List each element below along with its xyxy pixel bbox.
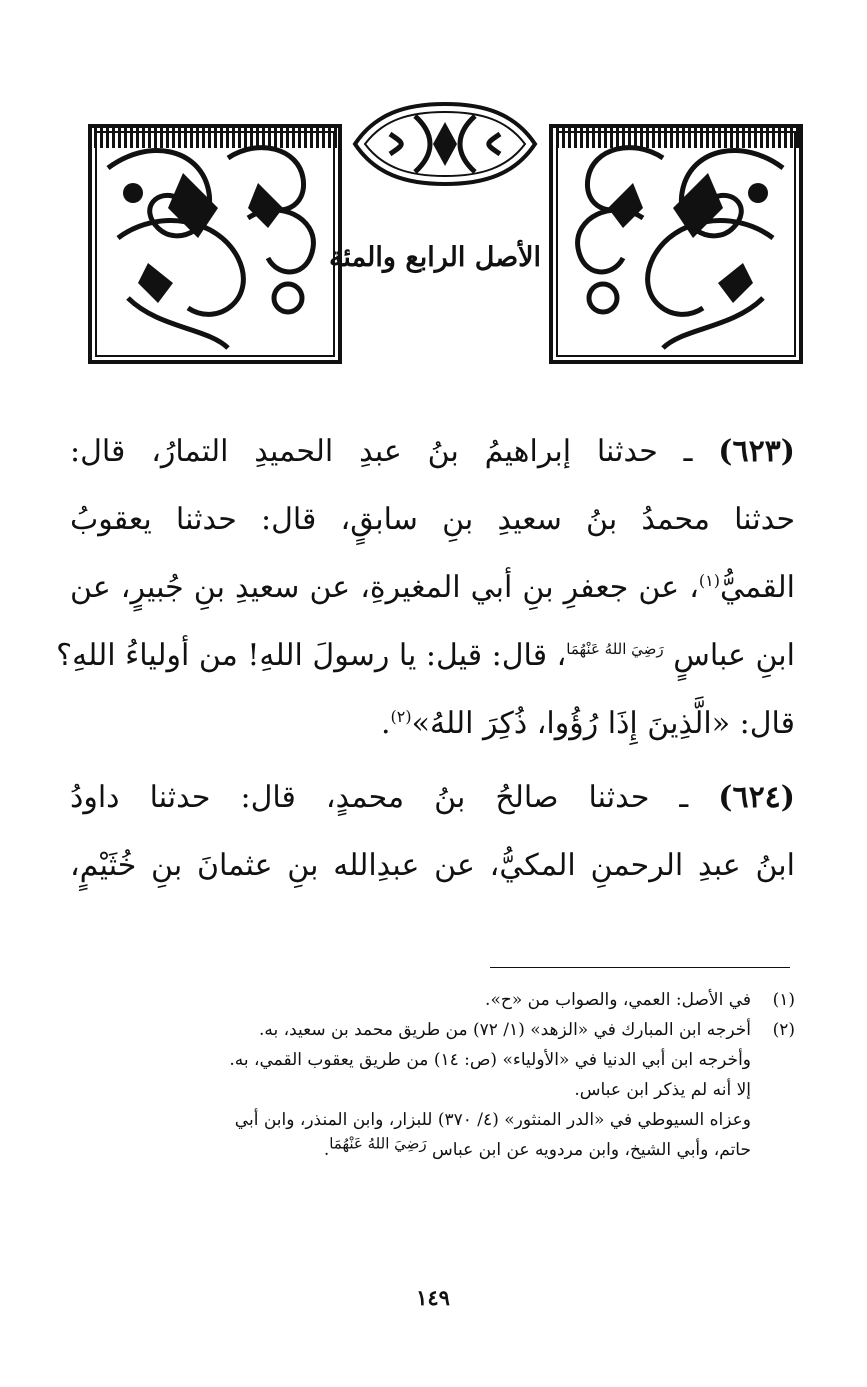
- footnote-2-line: إلا أنه لم يذكر ابن عباس.: [574, 1080, 751, 1100]
- text-line: القميُّ$^{(١)}$، عن جعفرِ بنِ أبي المغيرةِ، عن سعيدِ بنِ جُبيرٍ، عن: [70, 570, 795, 605]
- footnote-separator: [490, 967, 790, 968]
- footnote-1: (١)في الأصل: العمي، والصواب من «ح».: [75, 985, 795, 1015]
- footnote-2: (٢)أخرجه ابن المبارك في «الزهد» (١/ ٧٢) من طريق محمد بن سعيد، به.: [75, 1015, 795, 1045]
- chapter-title: الأصل الرابع والمئة: [328, 242, 542, 273]
- footnote-number: (٢): [772, 1020, 795, 1040]
- hadith-number: (٦٢٤): [718, 780, 795, 815]
- main-text: [56, 418, 795, 900]
- footnote-number: (١): [772, 990, 795, 1010]
- text-line: قال: «الَّذِينَ إِذَا رُؤُوا، ذُكِرَ اللهُ»$^{(٢)}$.: [380, 706, 795, 741]
- honorific-ligature: رَضِيَ اللهُ عَنْهُمَا: [329, 1134, 427, 1153]
- honorific-ligature: رَضِيَ اللهُ عَنْهُمَا: [566, 640, 664, 658]
- text-line: (٦٢٤) ـ حدثنا صالحُ بنُ محمدٍ، قال: حدثنا داودُ: [70, 780, 795, 815]
- footnote-2-line: وأخرجه ابن أبي الدنيا في «الأولياء» (ص: ١٤) من طريق يعقوب القمي، به.: [229, 1050, 751, 1070]
- text-line: ابنِ عباسٍ $^{رَضِيَ اللهُ عَنْهُمَا}$، قال: قيل: يا رسولَ اللهِ! من أولياءُ اللهِ؟: [56, 638, 795, 673]
- text-line: حدثنا محمدُ بنُ سعيدِ بنِ سابقٍ، قال: حدثنا يعقوبُ: [70, 502, 795, 537]
- chapter-header-ornament: [88, 98, 803, 364]
- text-line: (٦٢٣) ـ حدثنا إبراهيمُ بنُ عبدِ الحميدِ التمارُ، قال:: [70, 434, 795, 469]
- footnotes: [75, 985, 795, 1165]
- page-number: ١٤٩: [416, 1285, 450, 1310]
- footnote-marker[interactable]: (٢): [390, 707, 412, 726]
- footnote-marker[interactable]: (١): [698, 571, 720, 590]
- footnote-2-line: وعزاه السيوطي في «الدر المنثور» (٤/ ٣٧٠) للبزار، وابن المنذر، وابن أبي: [234, 1110, 751, 1130]
- text-line: ابنُ عبدِ الرحمنِ المكيُّ، عن عبدِالله بنِ عثمانَ بنِ خُثَيْمٍ،: [70, 848, 795, 883]
- footnote-2-line: حاتم، وأبي الشيخ، وابن مردويه عن ابن عباس رَضِيَ اللهُ عَنْهُمَا.: [323, 1134, 751, 1160]
- hadith-number: (٦٢٣): [718, 434, 795, 469]
